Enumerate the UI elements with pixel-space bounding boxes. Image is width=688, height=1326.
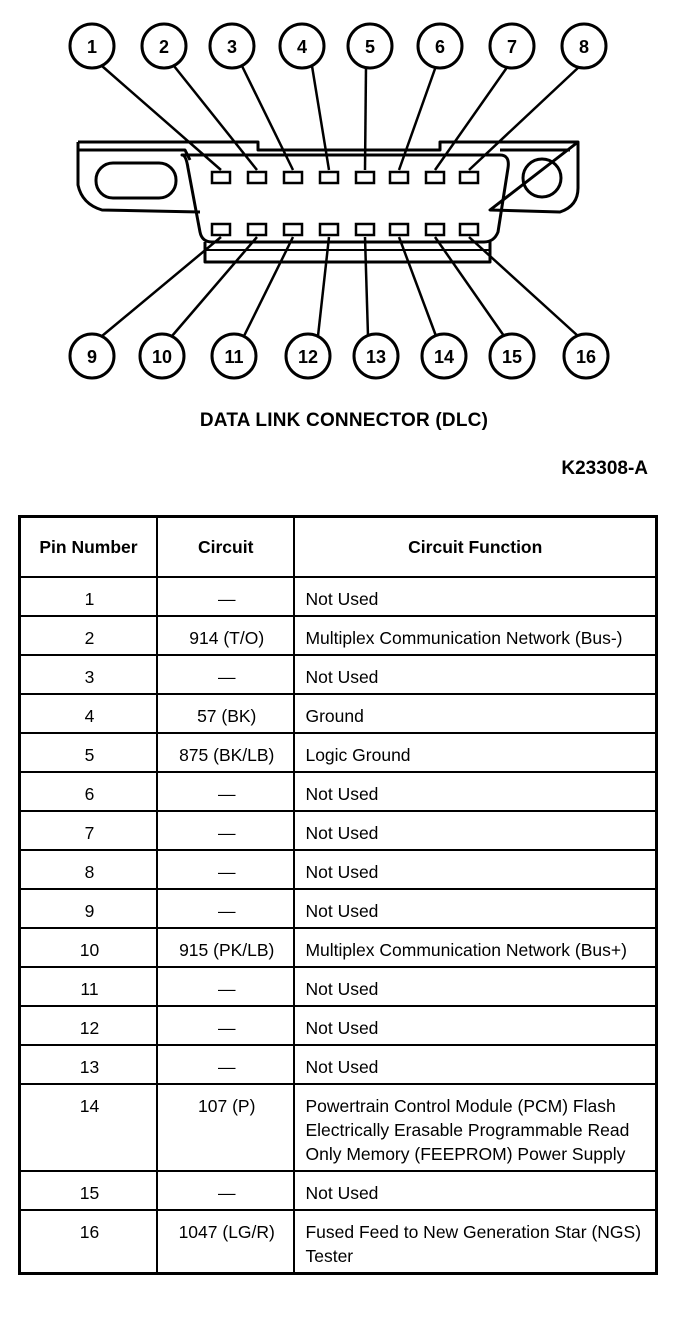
table-row xyxy=(20,1045,657,1084)
pin-callout-8 xyxy=(562,24,606,68)
circuit-cell: — xyxy=(157,967,294,1006)
pin-socket-3 xyxy=(284,172,302,183)
circuit-cell: — xyxy=(157,1006,294,1045)
circuit-function-cell: Multiplex Communication Network (Bus-) xyxy=(294,616,656,655)
pin-label: 4 xyxy=(296,37,308,57)
pin-callout-9 xyxy=(70,334,114,378)
pin-callout-5 xyxy=(348,24,392,68)
pin-number-cell: 12 xyxy=(20,1006,157,1045)
leader-line-5 xyxy=(365,66,366,170)
circuit-cell: 915 (PK/LB) xyxy=(157,928,294,967)
pin-number-cell: 5 xyxy=(20,733,157,772)
pin-number-cell: 2 xyxy=(20,616,157,655)
header-circuit-function: Circuit Function xyxy=(294,517,656,578)
right-mount-hole xyxy=(523,159,561,197)
dlc-connector-diagram xyxy=(0,0,688,400)
table-row xyxy=(20,1171,657,1210)
pin-callout-7 xyxy=(490,24,534,68)
pin-socket-13 xyxy=(356,224,374,235)
circuit-cell: — xyxy=(157,772,294,811)
pin-callout-10 xyxy=(140,334,184,378)
diagram-caption: DATA LINK CONNECTOR (DLC) xyxy=(199,410,489,431)
pin-socket-9 xyxy=(212,224,230,235)
pin-table xyxy=(18,515,658,1275)
circuit-function-cell: Not Used xyxy=(294,1006,656,1045)
circuit-function-cell: Logic Ground xyxy=(294,733,656,772)
pin-socket-15 xyxy=(426,224,444,235)
pin-label: 6 xyxy=(434,37,446,57)
pin-socket-14 xyxy=(390,224,408,235)
circuit-function-cell: Not Used xyxy=(294,967,656,1006)
pin-callout-3 xyxy=(210,24,254,68)
pin-label: 2 xyxy=(158,37,170,57)
pin-number-cell: 6 xyxy=(20,772,157,811)
pin-callout-4 xyxy=(280,24,324,68)
pin-label: 11 xyxy=(224,347,244,367)
pin-callout-1 xyxy=(70,24,114,68)
pin-label: 7 xyxy=(506,37,518,57)
pin-number-cell: 4 xyxy=(20,694,157,733)
circuit-function-cell: Not Used xyxy=(294,655,656,694)
pin-callout-14 xyxy=(422,334,466,378)
circuit-cell: 57 (BK) xyxy=(157,694,294,733)
pin-label: 9 xyxy=(86,347,98,367)
table-row xyxy=(20,694,657,733)
circuit-function-cell: Powertrain Control Module (PCM) Flash Electrically Erasable Programmable Read Only Memory (FEEPROM) Power Supply xyxy=(294,1084,656,1171)
circuit-cell: 1047 (LG/R) xyxy=(157,1210,294,1274)
pin-callout-15 xyxy=(490,334,534,378)
pin-number-cell: 1 xyxy=(20,577,157,616)
leader-line-12 xyxy=(318,237,329,336)
circuit-function-cell: Not Used xyxy=(294,1171,656,1210)
circuit-cell: — xyxy=(157,889,294,928)
pin-number-cell: 3 xyxy=(20,655,157,694)
table-row xyxy=(20,889,657,928)
leader-line-14 xyxy=(399,237,436,336)
table-row xyxy=(20,811,657,850)
pin-socket-10 xyxy=(248,224,266,235)
pin-number-cell: 11 xyxy=(20,967,157,1006)
pin-socket-16 xyxy=(460,224,478,235)
pin-label: 12 xyxy=(297,347,319,367)
figure-id: K23308-A xyxy=(561,458,648,479)
pin-socket-2 xyxy=(248,172,266,183)
circuit-cell: — xyxy=(157,1045,294,1084)
pin-label: 13 xyxy=(365,347,387,367)
table-row xyxy=(20,616,657,655)
pin-callout-16 xyxy=(564,334,608,378)
connector-keyway xyxy=(205,242,490,262)
circuit-cell: — xyxy=(157,577,294,616)
pin-number-cell: 16 xyxy=(20,1210,157,1274)
pin-socket-1 xyxy=(212,172,230,183)
table-row xyxy=(20,655,657,694)
pin-socket-6 xyxy=(390,172,408,183)
pin-label: 3 xyxy=(226,37,238,57)
leader-line-1 xyxy=(102,66,221,170)
circuit-function-cell: Fused Feed to New Generation Star (NGS) Tester xyxy=(294,1210,656,1274)
pin-socket-5 xyxy=(356,172,374,183)
pin-callout-6 xyxy=(418,24,462,68)
leader-line-10 xyxy=(172,237,257,336)
circuit-function-cell: Not Used xyxy=(294,1045,656,1084)
pin-number-cell: 14 xyxy=(20,1084,157,1171)
leader-line-16 xyxy=(469,237,578,336)
table-row xyxy=(20,1006,657,1045)
circuit-function-cell: Multiplex Communication Network (Bus+) xyxy=(294,928,656,967)
circuit-function-cell: Not Used xyxy=(294,889,656,928)
table-row xyxy=(20,928,657,967)
pin-number-cell: 10 xyxy=(20,928,157,967)
pin-socket-7 xyxy=(426,172,444,183)
left-mount-slot xyxy=(96,163,176,198)
circuit-function-cell: Not Used xyxy=(294,577,656,616)
pin-socket-12 xyxy=(320,224,338,235)
circuit-cell: 107 (P) xyxy=(157,1084,294,1171)
pin-label: 16 xyxy=(575,347,597,367)
pin-number-cell: 8 xyxy=(20,850,157,889)
pin-socket-4 xyxy=(320,172,338,183)
leader-line-9 xyxy=(102,237,221,336)
circuit-cell: 914 (T/O) xyxy=(157,616,294,655)
table-row xyxy=(20,967,657,1006)
pin-label: 1 xyxy=(86,37,98,57)
pin-callout-11 xyxy=(212,334,256,378)
leader-line-13 xyxy=(365,237,368,336)
pin-label: 14 xyxy=(433,347,455,367)
pin-label: 10 xyxy=(151,347,173,367)
pin-socket-8 xyxy=(460,172,478,183)
table-row xyxy=(20,1210,657,1274)
table-header-row xyxy=(20,517,657,578)
leader-line-11 xyxy=(244,237,293,336)
pin-number-cell: 15 xyxy=(20,1171,157,1210)
table-row xyxy=(20,577,657,616)
circuit-cell: 875 (BK/LB) xyxy=(157,733,294,772)
header-pin-number: Pin Number xyxy=(20,517,157,578)
circuit-function-cell: Not Used xyxy=(294,772,656,811)
pin-callout-2 xyxy=(142,24,186,68)
circuit-cell: — xyxy=(157,850,294,889)
pin-label: 8 xyxy=(578,37,590,57)
circuit-cell: — xyxy=(157,1171,294,1210)
pin-label: 5 xyxy=(364,37,376,57)
circuit-function-cell: Not Used xyxy=(294,850,656,889)
pin-number-cell: 9 xyxy=(20,889,157,928)
pin-number-cell: 13 xyxy=(20,1045,157,1084)
circuit-function-cell: Ground xyxy=(294,694,656,733)
pin-callout-13 xyxy=(354,334,398,378)
circuit-cell: — xyxy=(157,655,294,694)
pin-callout-12 xyxy=(286,334,330,378)
table-row xyxy=(20,850,657,889)
circuit-cell: — xyxy=(157,811,294,850)
table-row xyxy=(20,772,657,811)
table-row xyxy=(20,1084,657,1171)
header-circuit: Circuit xyxy=(157,517,294,578)
pin-number-cell: 7 xyxy=(20,811,157,850)
leader-line-15 xyxy=(435,237,504,336)
table-row xyxy=(20,733,657,772)
circuit-function-cell: Not Used xyxy=(294,811,656,850)
pin-socket-11 xyxy=(284,224,302,235)
pin-label: 15 xyxy=(501,347,523,367)
